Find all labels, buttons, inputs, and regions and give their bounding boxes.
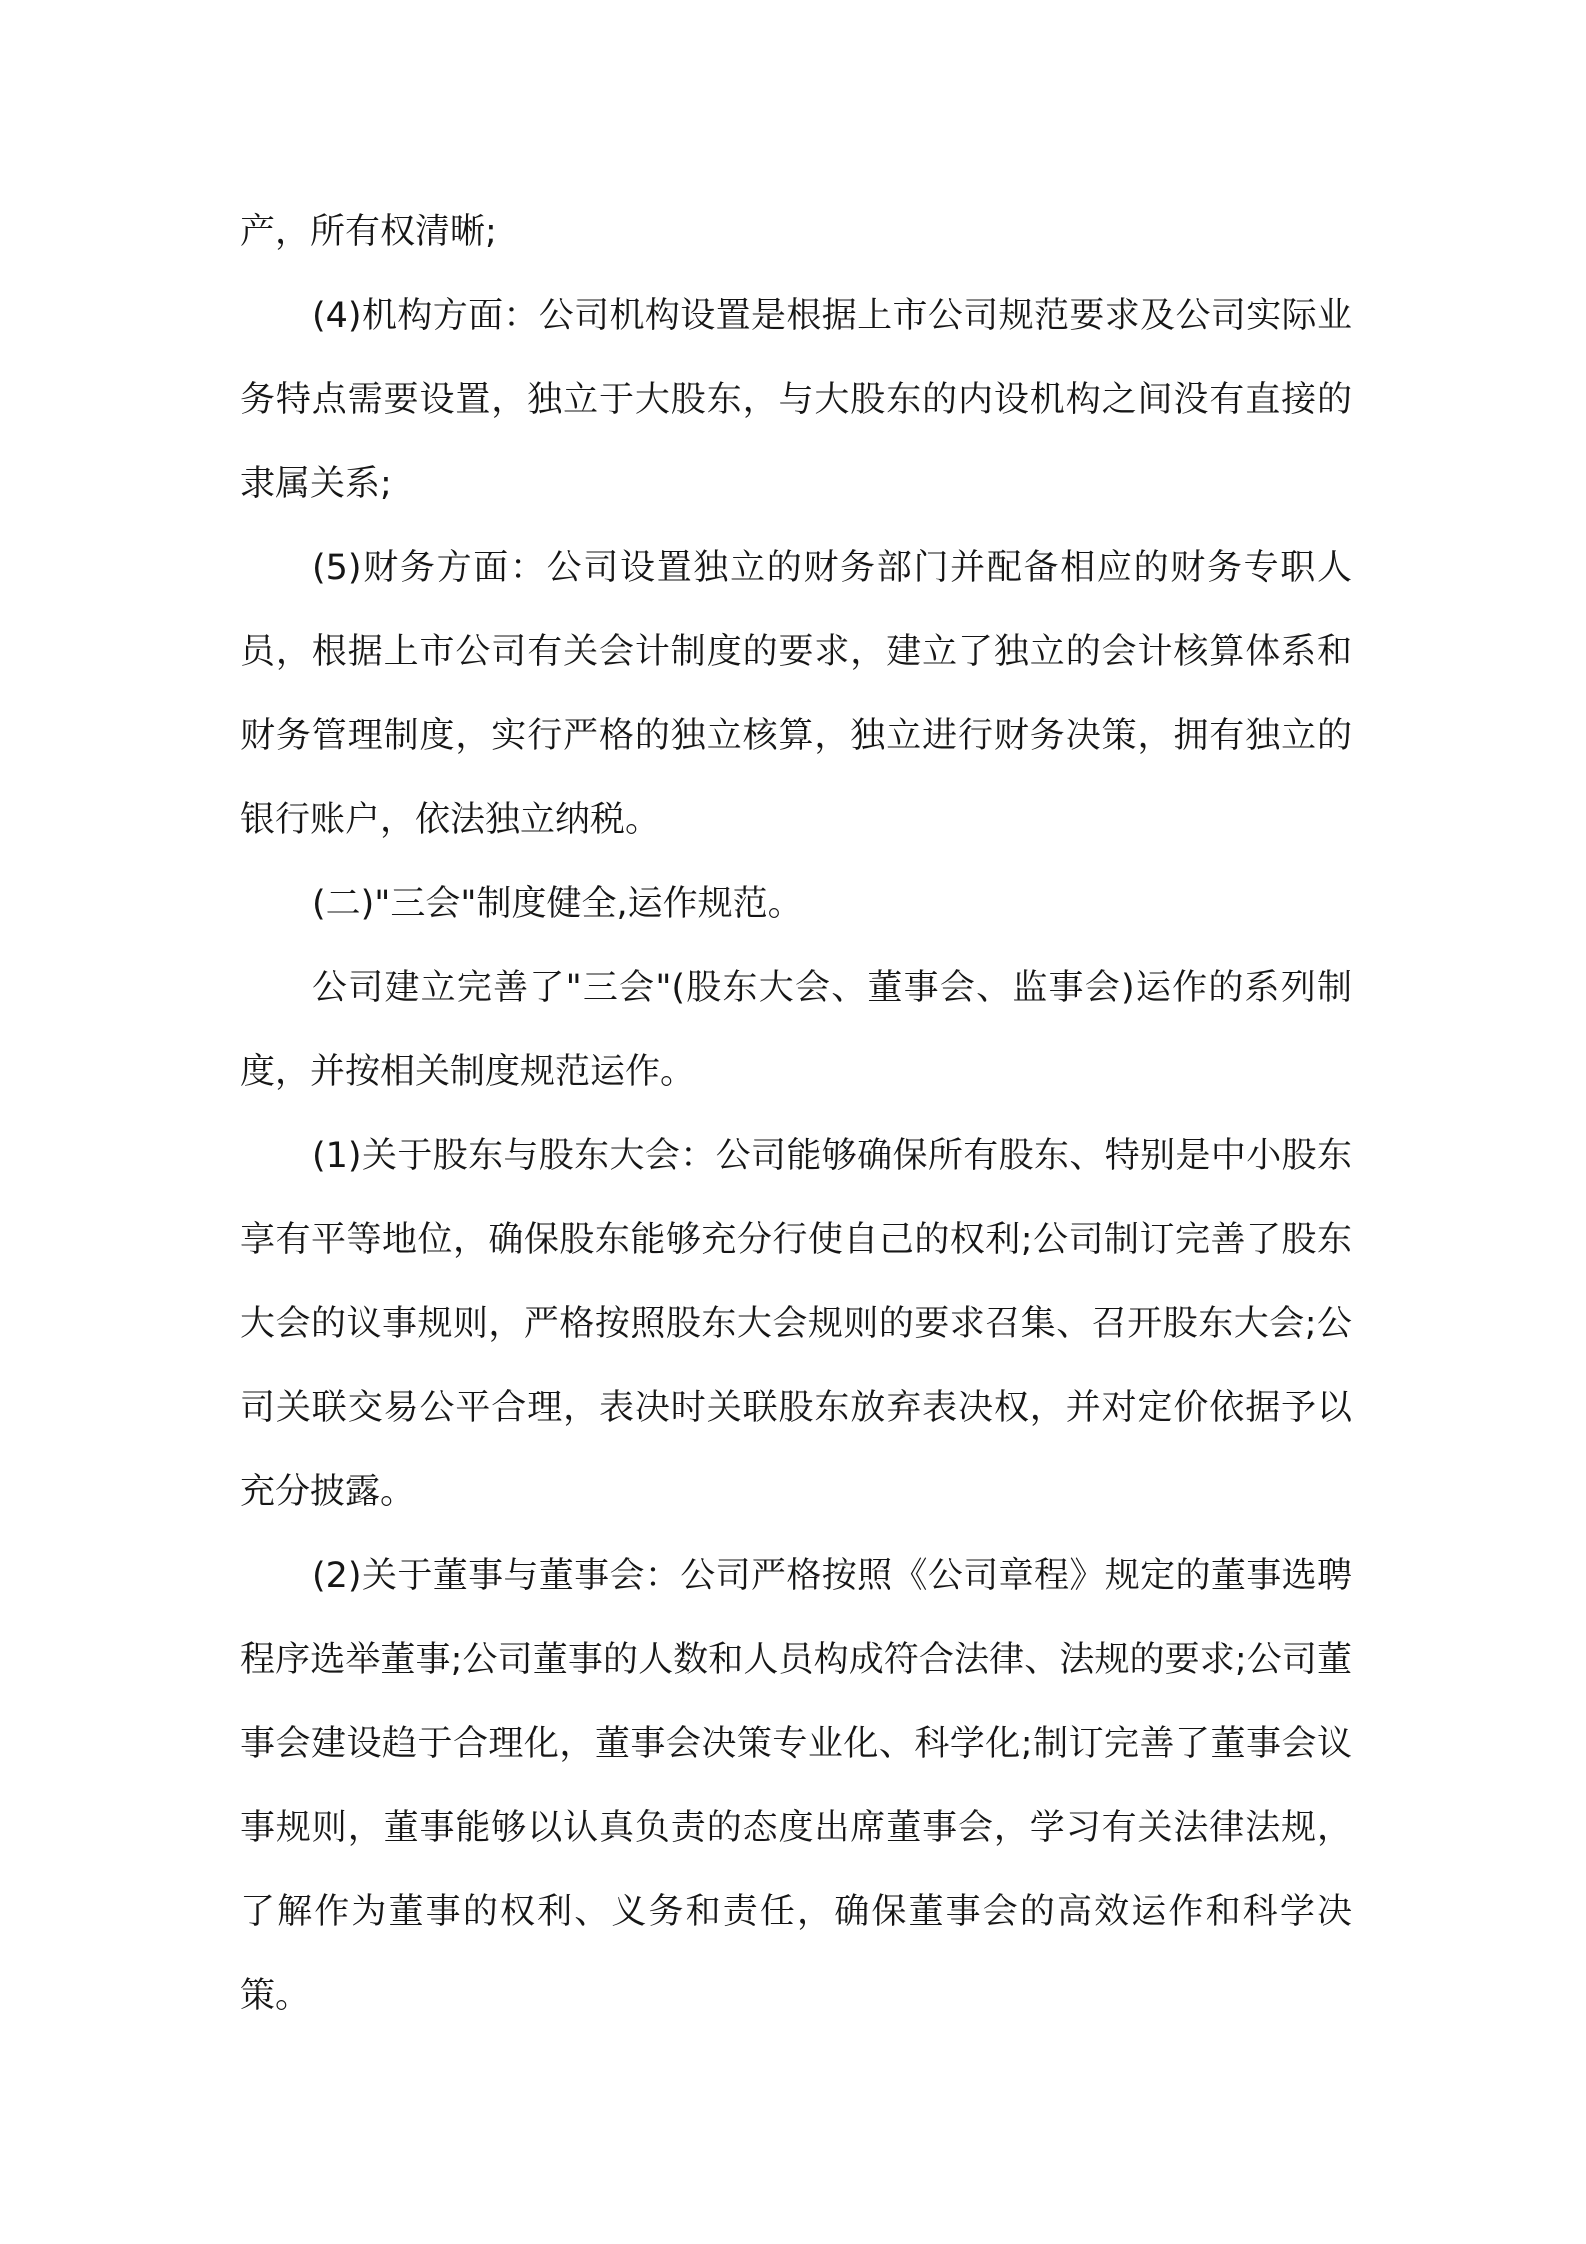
body-text — [240, 190, 1352, 2038]
paragraph-three-meetings-intro: 公司建立完善了"三会"(股东大会、董事会、监事会)运作的系列制度，并按相关制度规范运作。 — [240, 968, 1352, 1092]
paragraph-ownership-continued: 产，所有权清晰; — [240, 212, 497, 252]
paragraph-board-of-directors: (2)关于董事与董事会：公司严格按照《公司章程》规定的董事选聘程序选举董事;公司董事的人数和人员构成符合法律、法规的要求;公司董事会建设趋于合理化，董事会决策专业化、科学化;制订完善了董事会议事规则，董事能够以认真负责的态度出席董事会，学习有关法律法规，了解作为董事的权利、义务和责任，确保董事会的高效运作和科学决策。 — [240, 1556, 1352, 2016]
paragraph-shareholders: (1)关于股东与股东大会：公司能够确保所有股东、特别是中小股东享有平等地位，确保股东能够充分行使自己的权利;公司制订完善了股东大会的议事规则，严格按照股东大会规则的要求召集、召开股东大会;公司关联交易公平合理，表决时关联股东放弃表决权，并对定价依据予以充分披露。 — [240, 1136, 1352, 1512]
section-heading-three-meetings: (二)"三会"制度健全,运作规范。 — [312, 884, 803, 924]
paragraph-organization: (4)机构方面：公司机构设置是根据上市公司规范要求及公司实际业务特点需要设置，独立于大股东，与大股东的内设机构之间没有直接的隶属关系; — [240, 296, 1352, 504]
paragraph-finance: (5)财务方面：公司设置独立的财务部门并配备相应的财务专职人员，根据上市公司有关会计制度的要求，建立了独立的会计核算体系和财务管理制度，实行严格的独立核算，独立进行财务决策，拥有独立的银行账户，依法独立纳税。 — [240, 548, 1352, 840]
